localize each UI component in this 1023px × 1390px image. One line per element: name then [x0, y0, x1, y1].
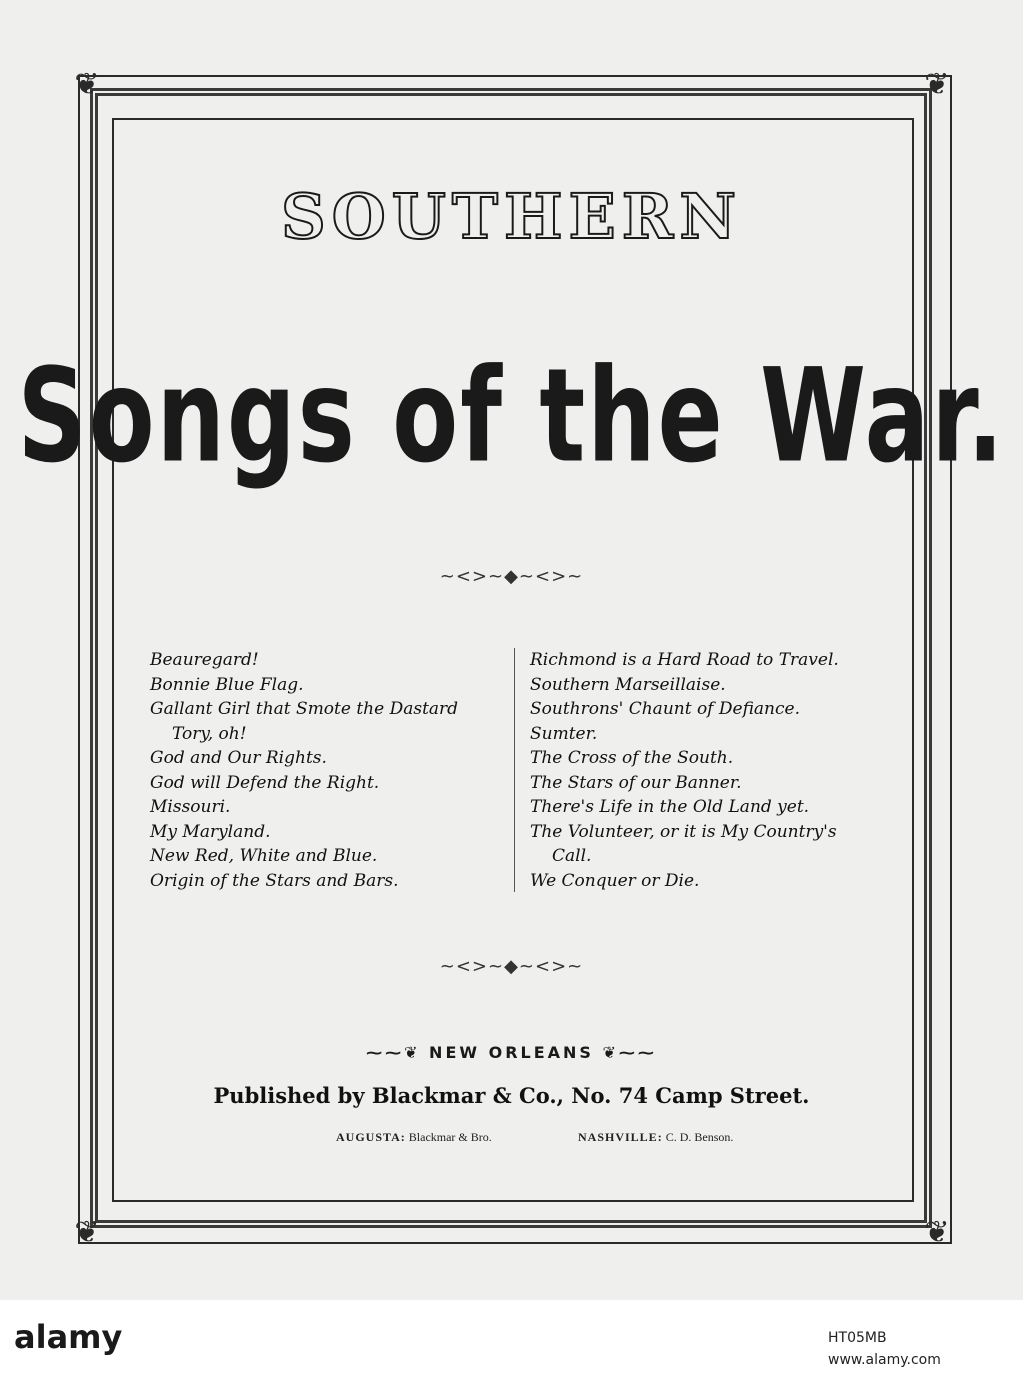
ornamental-divider: ~<>~◆~<>~: [439, 956, 584, 977]
imprint-city: [0, 1043, 1023, 1062]
song-title: Origin of the Stars and Bars.: [150, 870, 399, 891]
song-title: Beauregard!: [150, 650, 259, 670]
flourish-left: ⁓⁓❦: [366, 1043, 430, 1062]
song-list-left: [150, 648, 500, 893]
agent-city: AUGUSTA:: [336, 1130, 406, 1144]
corner-flourish-icon: ❦: [74, 1215, 100, 1250]
song-title: The Stars of our Banner.: [530, 772, 742, 793]
song-title: We Conquer or Die.: [530, 870, 700, 891]
song-list-right: [530, 648, 910, 893]
ornamental-divider: ~<>~◆~<>~: [439, 566, 584, 587]
corner-flourish-icon: ❦: [74, 67, 100, 102]
song-title: My Maryland.: [150, 821, 271, 842]
song-title: Southern Marseillaise.: [530, 674, 726, 695]
publisher-line: Published by Blackmar & Co., No. 74 Camp Street.: [213, 1083, 810, 1108]
column-rule: [514, 648, 515, 892]
song-title: God and Our Rights.: [150, 748, 327, 768]
song-title: Gallant Girl that Smote the Dastard: [150, 699, 459, 719]
agent-nashville: [578, 1130, 733, 1145]
song-title: Missouri.: [150, 797, 231, 817]
song-title-continuation: Tory, oh!: [172, 723, 247, 744]
imprint-city-label: NEW ORLEANS: [429, 1043, 594, 1062]
song-title: Bonnie Blue Flag.: [150, 674, 304, 695]
song-title-continuation: Call.: [552, 846, 592, 866]
corner-flourish-icon: ❦: [924, 1215, 950, 1250]
agent-name: C. D. Benson.: [665, 1130, 734, 1144]
watermark-logo: alamy: [14, 1318, 123, 1356]
title-southern: SOUTHERN: [280, 180, 743, 253]
agent-name: Blackmar & Bro.: [408, 1130, 492, 1144]
song-title: There's Life in the Old Land yet.: [530, 797, 810, 817]
song-title: The Volunteer, or it is My Country's: [530, 821, 837, 842]
agent-city: NASHVILLE:: [578, 1130, 663, 1144]
image-id: HT05MB: [828, 1330, 887, 1346]
agent-augusta: [336, 1130, 492, 1145]
song-title: Richmond is a Hard Road to Travel.: [530, 650, 839, 670]
corner-flourish-icon: ❦: [924, 67, 950, 102]
song-title: Sumter.: [530, 723, 598, 744]
song-title: Southrons' Chaunt of Defiance.: [530, 699, 800, 719]
title-songs-of-the-war: Songs of the War.: [17, 340, 1006, 492]
song-title: New Red, White and Blue.: [150, 846, 378, 866]
watermark-url: www.alamy.com: [828, 1352, 941, 1368]
song-title: The Cross of the South.: [530, 748, 734, 768]
song-title: God will Defend the Right.: [150, 772, 380, 793]
flourish-right: ❦⁓⁓: [593, 1043, 657, 1062]
